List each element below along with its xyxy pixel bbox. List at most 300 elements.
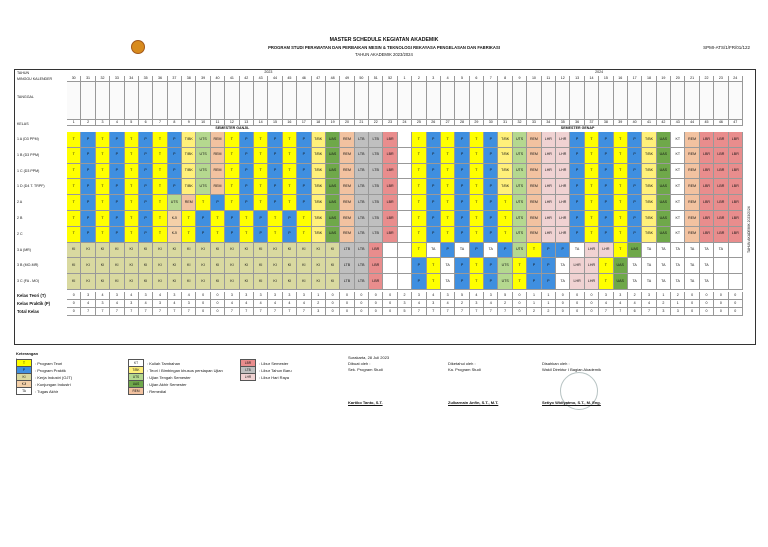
schedule-cell: TA: [685, 243, 699, 259]
schedule-cell: P: [498, 243, 512, 259]
week-number: 49: [340, 76, 354, 82]
total-cell: 1: [671, 300, 685, 308]
schedule-cell: TA: [657, 274, 671, 290]
total-cell: 0: [700, 308, 714, 316]
schedule-cell: KI: [110, 243, 124, 259]
schedule-cell: P: [427, 132, 441, 148]
schedule-cell: [398, 243, 412, 259]
schedule-cell: T: [412, 179, 426, 195]
week-number: 51: [369, 76, 383, 82]
total-cell: 3: [441, 292, 455, 300]
kelas-number: 36: [570, 120, 584, 126]
kelas-number: 1: [67, 120, 81, 126]
schedule-cell: T: [268, 227, 282, 243]
kelas-number: 17: [297, 120, 311, 126]
legend-label: : Libur Tahun Baru: [259, 367, 292, 373]
schedule-cell: T: [67, 227, 81, 243]
schedule-cell: LBR: [700, 132, 714, 148]
document-subtitle: PROGRAM STUDI PERAWATAN DAN PERBAIKAN MESIN & TEKNOLOGI REKAYASA PENGELASAN DAN FABRIKASI: [268, 45, 500, 50]
date-cell: [556, 82, 570, 120]
schedule-cell: KI: [225, 258, 239, 274]
class-label: 1 D (D4 T. TRPF): [17, 184, 45, 189]
schedule-cell: LBR: [700, 148, 714, 164]
date-cell: [498, 82, 512, 120]
schedule-cell: P: [139, 195, 153, 211]
total-cell: 3: [153, 300, 167, 308]
schedule-cell: KI: [125, 243, 139, 259]
schedule-cell: T: [225, 148, 239, 164]
total-cell: 4: [599, 300, 613, 308]
schedule-cell: P: [139, 164, 153, 180]
date-cell: [470, 82, 484, 120]
schedule-cell: P: [297, 148, 311, 164]
date-cell: [642, 82, 656, 120]
legend-label: : Remedial: [147, 388, 167, 394]
kelas-number: 33: [527, 120, 541, 126]
schedule-cell: LTB: [355, 148, 369, 164]
total-cell: 2: [671, 292, 685, 300]
week-number: 22: [700, 76, 714, 82]
schedule-cell: LBR: [714, 195, 728, 211]
schedule-cell: LBR: [729, 195, 743, 211]
schedule-cell: KI: [240, 258, 254, 274]
date-cell: [657, 82, 671, 120]
total-cell: 0: [585, 292, 599, 300]
legend-label: : Program Praktik: [35, 367, 66, 373]
schedule-cell: KI: [182, 258, 196, 274]
kelas-number: 15: [268, 120, 282, 126]
schedule-cell: P: [268, 179, 282, 195]
schedule-cell: KI: [67, 274, 81, 290]
schedule-cell: TA: [685, 258, 699, 274]
kelas-number: 31: [498, 120, 512, 126]
schedule-cell: LBR: [700, 227, 714, 243]
week-number: 20: [671, 76, 685, 82]
week-number: 40: [211, 76, 225, 82]
week-number: 41: [225, 76, 239, 82]
schedule-cell: P: [283, 227, 297, 243]
schedule-cell: P: [412, 258, 426, 274]
schedule-cell: REM: [340, 148, 354, 164]
schedule-cell: LTB: [355, 195, 369, 211]
total-cell: 4: [628, 300, 642, 308]
schedule-cell: UTS: [513, 148, 527, 164]
total-cell: 7: [96, 308, 110, 316]
schedule-cell: LBR: [369, 274, 383, 290]
date-cell: [427, 82, 441, 120]
schedule-cell: P: [599, 132, 613, 148]
total-cell: 3: [225, 292, 239, 300]
total-cell: 7: [225, 308, 239, 316]
schedule-cell: UTS: [498, 274, 512, 290]
schedule-cell: LBR: [714, 148, 728, 164]
document-header: [0, 36, 768, 58]
date-cell: [700, 82, 714, 120]
schedule-cell: T: [67, 148, 81, 164]
legend-label: : Libur Semester: [259, 360, 289, 366]
kelas-number: 2: [81, 120, 95, 126]
kelas-number: 25: [412, 120, 426, 126]
total-cell: 4: [139, 300, 153, 308]
schedule-cell: LTB: [369, 211, 383, 227]
schedule-cell: KI: [139, 258, 153, 274]
schedule-cell: LBR: [729, 132, 743, 148]
semester-genap: SEMESTER GENAP: [560, 125, 595, 130]
schedule-cell: KI: [182, 274, 196, 290]
legend-swatch: UAS: [128, 380, 144, 388]
schedule-cell: P: [570, 148, 584, 164]
total-cell: 4: [484, 300, 498, 308]
week-number: 21: [685, 76, 699, 82]
schedule-cell: P: [139, 227, 153, 243]
total-cell: 0: [67, 308, 81, 316]
legend-item: [16, 387, 58, 395]
schedule-cell: LHR: [570, 274, 584, 290]
kelas-number: 42: [657, 120, 671, 126]
date-cell: [383, 82, 397, 120]
total-cell: 4: [182, 292, 196, 300]
schedule-cell: LBR: [700, 211, 714, 227]
schedule-cell: T/BK: [498, 132, 512, 148]
document-code: SPMI-ATS/1/FR/01/122: [703, 45, 750, 50]
kelas-number: 45: [700, 120, 714, 126]
schedule-cell: TA: [671, 258, 685, 274]
total-cell: 4: [81, 300, 95, 308]
schedule-cell: LTB: [369, 179, 383, 195]
total-cell: 3: [110, 292, 124, 300]
date-cell: [455, 82, 469, 120]
date-cell: [96, 82, 110, 120]
schedule-cell: T: [614, 227, 628, 243]
total-cell: 0: [196, 308, 210, 316]
total-cell: 4: [642, 300, 656, 308]
total-cell: 1: [527, 292, 541, 300]
schedule-cell: T: [254, 179, 268, 195]
schedule-cell: REM: [340, 179, 354, 195]
schedule-cell: T: [412, 132, 426, 148]
tahun-label: TAHUN: [17, 71, 30, 75]
total-cell: 7: [240, 308, 254, 316]
schedule-cell: KI: [297, 243, 311, 259]
schedule-cell: LHR: [585, 243, 599, 259]
legend-swatch: LHR: [240, 373, 256, 381]
schedule-cell: UTS: [196, 132, 210, 148]
week-number: 31: [81, 76, 95, 82]
week-number: 6: [470, 76, 484, 82]
schedule-cell: LTB: [355, 164, 369, 180]
schedule-cell: KI: [211, 258, 225, 274]
schedule-cell: KJI: [168, 227, 182, 243]
schedule-cell: P: [570, 132, 584, 148]
date-cell: [513, 82, 527, 120]
schedule-cell: T/BK: [182, 148, 196, 164]
schedule-cell: T: [614, 132, 628, 148]
schedule-cell: UAS: [614, 258, 628, 274]
schedule-cell: P: [139, 211, 153, 227]
week-number: 16: [614, 76, 628, 82]
total-label: Total Kelas: [17, 309, 40, 314]
schedule-cell: P: [81, 148, 95, 164]
total-cell: 4: [470, 292, 484, 300]
schedule-cell: P: [240, 132, 254, 148]
schedule-cell: P: [441, 243, 455, 259]
schedule-cell: T: [67, 211, 81, 227]
schedule-cell: P: [484, 211, 498, 227]
date-cell: [196, 82, 210, 120]
kelas-number: 14: [254, 120, 268, 126]
schedule-cell: UAS: [326, 148, 340, 164]
schedule-cell: P: [168, 179, 182, 195]
sign-place-date: Surakarta, 28 Juli 2023: [348, 355, 390, 360]
total-cell: 7: [168, 308, 182, 316]
schedule-cell: KI: [196, 274, 210, 290]
schedule-cell: T: [254, 148, 268, 164]
schedule-cell: T/BK: [498, 148, 512, 164]
kelas-number: 19: [326, 120, 340, 126]
week-number: 10: [527, 76, 541, 82]
schedule-cell: P: [455, 132, 469, 148]
schedule-cell: KI: [196, 243, 210, 259]
date-cell: [570, 82, 584, 120]
legend-swatch: TA: [16, 387, 32, 395]
schedule-cell: LBR: [729, 179, 743, 195]
schedule-cell: REM: [211, 179, 225, 195]
schedule-cell: T/BK: [642, 211, 656, 227]
total-cell: 3: [642, 292, 656, 300]
schedule-cell: T: [412, 243, 426, 259]
total-cell: 4: [614, 300, 628, 308]
schedule-cell: T: [125, 132, 139, 148]
kelas-number: 44: [685, 120, 699, 126]
schedule-cell: T: [614, 148, 628, 164]
total-cell: 4: [125, 292, 139, 300]
legend-item: [240, 373, 289, 381]
schedule-cell: P: [139, 148, 153, 164]
date-cell: [153, 82, 167, 120]
schedule-cell: UTS: [196, 164, 210, 180]
total-cell: 5: [498, 292, 512, 300]
schedule-cell: LHR: [556, 179, 570, 195]
total-cell: 0: [513, 308, 527, 316]
kelas-label: KELAS: [17, 122, 29, 126]
schedule-cell: KI: [225, 243, 239, 259]
week-number: 5: [455, 76, 469, 82]
schedule-cell: UAS: [657, 164, 671, 180]
week-number: 18: [642, 76, 656, 82]
schedule-cell: KI: [312, 243, 326, 259]
kelas-number: 6: [139, 120, 153, 126]
schedule-cell: T: [283, 195, 297, 211]
total-cell: 7: [498, 308, 512, 316]
schedule-cell: TA: [700, 274, 714, 290]
kelas-number: 40: [628, 120, 642, 126]
schedule-cell: UAS: [326, 227, 340, 243]
date-cell: [254, 82, 268, 120]
schedule-cell: TA: [657, 243, 671, 259]
schedule-cell: LHR: [556, 211, 570, 227]
schedule-cell: T/BK: [312, 148, 326, 164]
total-cell: 3: [254, 292, 268, 300]
schedule-cell: T: [441, 132, 455, 148]
schedule-cell: P: [570, 164, 584, 180]
schedule-cell: LHR: [556, 148, 570, 164]
schedule-cell: LTB: [340, 274, 354, 290]
total-cell: 7: [254, 308, 268, 316]
legend-label: : Kerja Industri (OJT): [35, 374, 73, 380]
week-number: 37: [168, 76, 182, 82]
kelas-number: 43: [671, 120, 685, 126]
total-cell: 3: [657, 308, 671, 316]
class-label: 3 C (FA - MO): [17, 279, 40, 284]
schedule-cell: P: [110, 164, 124, 180]
schedule-cell: P: [484, 148, 498, 164]
schedule-cell: LTB: [369, 227, 383, 243]
total-cell: 5: [398, 308, 412, 316]
schedule-cell: P: [470, 243, 484, 259]
total-cell: 1: [657, 292, 671, 300]
total-cell: 7: [484, 308, 498, 316]
total-cell: 6: [628, 308, 642, 316]
schedule-cell: T: [225, 164, 239, 180]
schedule-cell: UTS: [513, 179, 527, 195]
schedule-cell: P: [455, 258, 469, 274]
schedule-cell: T: [498, 227, 512, 243]
week-number: 11: [542, 76, 556, 82]
schedule-cell: P: [225, 227, 239, 243]
schedule-cell: UTS: [513, 195, 527, 211]
schedule-cell: T: [427, 258, 441, 274]
date-cell: [614, 82, 628, 120]
schedule-cell: LTB: [355, 274, 369, 290]
schedule-cell: P: [240, 148, 254, 164]
schedule-cell: T: [599, 258, 613, 274]
schedule-cell: T: [585, 195, 599, 211]
schedule-cell: T/BK: [642, 132, 656, 148]
schedule-cell: KT: [671, 132, 685, 148]
kelas-number: 46: [714, 120, 728, 126]
schedule-cell: P: [427, 164, 441, 180]
schedule-cell: KI: [297, 258, 311, 274]
schedule-cell: T: [125, 148, 139, 164]
schedule-cell: T: [153, 195, 167, 211]
class-label: 1 B (D3 PPM): [17, 152, 40, 157]
schedule-cell: KI: [254, 258, 268, 274]
week-number: 39: [196, 76, 210, 82]
total-cell: 7: [470, 308, 484, 316]
total-cell: 3: [283, 292, 297, 300]
schedule-cell: P: [110, 195, 124, 211]
schedule-cell: KI: [225, 274, 239, 290]
schedule-cell: P: [168, 148, 182, 164]
schedule-cell: KI: [283, 243, 297, 259]
schedule-cell: T/BK: [312, 132, 326, 148]
schedule-cell: TA: [427, 243, 441, 259]
schedule-cell: KI: [168, 274, 182, 290]
schedule-cell: KI: [168, 243, 182, 259]
schedule-cell: UAS: [657, 211, 671, 227]
date-cell: [182, 82, 196, 120]
total-cell: 0: [211, 308, 225, 316]
schedule-cell: P: [542, 274, 556, 290]
schedule-cell: [729, 274, 743, 290]
schedule-cell: TA: [455, 243, 469, 259]
schedule-cell: LHR: [556, 195, 570, 211]
total-cell: 4: [153, 292, 167, 300]
schedule-cell: T: [125, 195, 139, 211]
week-number: 17: [628, 76, 642, 82]
schedule-cell: KI: [268, 274, 282, 290]
schedule-cell: TA: [700, 243, 714, 259]
schedule-cell: T: [125, 227, 139, 243]
date-cell: [139, 82, 153, 120]
schedule-cell: LBR: [383, 195, 397, 211]
schedule-cell: KI: [283, 274, 297, 290]
total-cell: 0: [355, 300, 369, 308]
legend-swatch: LTB: [240, 366, 256, 374]
total-cell: 3: [268, 292, 282, 300]
total-cell: 0: [383, 292, 397, 300]
total-cell: 0: [340, 292, 354, 300]
total-cell: 3: [427, 300, 441, 308]
schedule-cell: T: [96, 132, 110, 148]
total-cell: 4: [268, 300, 282, 308]
schedule-cell: REM: [685, 164, 699, 180]
schedule-cell: T/BK: [182, 132, 196, 148]
schedule-cell: UAS: [326, 132, 340, 148]
schedule-cell: P: [484, 179, 498, 195]
schedule-cell: T: [125, 179, 139, 195]
kelas-number: 28: [455, 120, 469, 126]
kelas-number: 10: [196, 120, 210, 126]
total-cell: 0: [556, 308, 570, 316]
schedule-cell: P: [268, 164, 282, 180]
schedule-cell: REM: [527, 227, 541, 243]
schedule-cell: T: [412, 164, 426, 180]
week-number: 50: [355, 76, 369, 82]
total-cell: 0: [340, 300, 354, 308]
kelas-number: 13: [240, 120, 254, 126]
date-cell: [628, 82, 642, 120]
total-cell: 0: [700, 292, 714, 300]
legend-swatch: KT: [128, 359, 144, 367]
schedule-cell: P: [484, 258, 498, 274]
schedule-cell: T: [498, 211, 512, 227]
total-cell: 0: [355, 292, 369, 300]
total-cell: 3: [96, 300, 110, 308]
schedule-cell: T: [283, 148, 297, 164]
schedule-cell: T/BK: [182, 164, 196, 180]
schedule-cell: T/BK: [312, 179, 326, 195]
total-cell: 4: [110, 300, 124, 308]
schedule-cell: T: [585, 164, 599, 180]
legend-label: : Kunjungan Industri: [35, 381, 71, 387]
legend-swatch: KJI: [16, 380, 32, 388]
kelas-number: 3: [96, 120, 110, 126]
sign-prepared-name: Kartiko Tanto, S.T.: [348, 400, 383, 405]
total-cell: 3: [470, 300, 484, 308]
kelas-number: 39: [614, 120, 628, 126]
schedule-cell: P: [297, 164, 311, 180]
date-cell: [283, 82, 297, 120]
schedule-cell: KI: [67, 243, 81, 259]
schedule-cell: P: [455, 148, 469, 164]
total-cell: 0: [513, 300, 527, 308]
schedule-cell: T: [441, 227, 455, 243]
total-cell: 2: [455, 300, 469, 308]
schedule-cell: KI: [254, 274, 268, 290]
kelas-number: 21: [355, 120, 369, 126]
schedule-cell: TA: [642, 243, 656, 259]
